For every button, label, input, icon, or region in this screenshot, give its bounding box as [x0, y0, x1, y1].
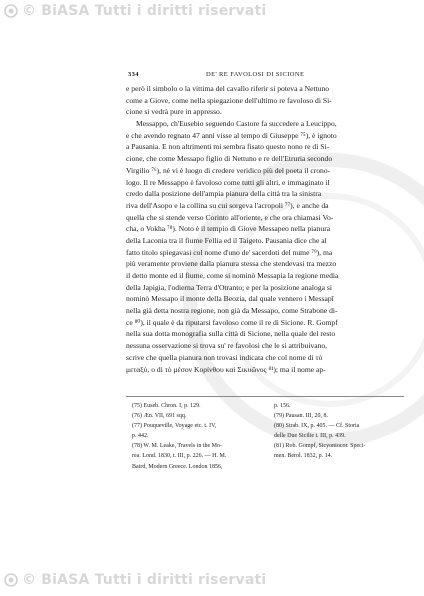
footnote-line: men. Berol. 1832, p. 14. — [274, 453, 333, 460]
page-header — [126, 71, 404, 82]
running-title: DE' RE FAVOLOSI DI SICIONE — [206, 71, 305, 78]
text-line: a Pausania. E non altrimenti mi sembra fisato questo nono re di Si- — [126, 142, 330, 152]
footnote-line: (78) W. M. Leake, Travels in the Mo- — [132, 443, 222, 450]
text-line: quella che si stende verso Corinto all'oriente, e che ora chiamasi Vo- — [126, 212, 334, 222]
footnote-line: (77) Pouqueville, Voyage etc. t. IV, — [132, 423, 217, 430]
text-line: logo. Il re Messappo è favoloso come tutti gli altri, e immaginato il — [126, 177, 330, 187]
text-line: riva dell'Asopo e la collina su cui sorgeva l'acropoli ⁷⁷), e anche da — [126, 200, 329, 210]
watermark-top — [0, 3, 424, 25]
text-line: come a Giove, come nella spiegazione dell'ultimo re favoloso di Si- — [126, 95, 332, 105]
text-line: nessuna osservazione si trova su' re favolosi che le si attribuivano, — [126, 341, 328, 351]
text-line: e però il simbolo o la vittima del cavallo riferir si poteva a Nettuno — [126, 84, 330, 93]
page-number: 334 — [128, 71, 139, 78]
text-line: il detto monte ed il fiume, come si nominò Messapia la regione media — [126, 271, 339, 280]
footnote-line: (76) Æn. VII, 691 sqq. — [132, 413, 187, 420]
text-line: Virgilio ⁷⁶), nè vi è luogo di credere veridico più del poeta il crono- — [126, 165, 331, 175]
text-line: Messappo, ch'Eusebio seguendo Castore fa succedere a Leucippo, — [136, 119, 337, 129]
text-line: ce ⁸⁰), il quale è da riputarsi favoloso come il re di Sicione. R. Gompf — [126, 317, 338, 327]
text-line: nominò Messapo il monte della Beozia, dal quale vennero i Messapî — [126, 294, 334, 304]
footnote-line: delle Due Sicilie t. III, p. 439. — [274, 433, 346, 440]
footnotes — [126, 396, 404, 470]
seal-icon — [4, 573, 18, 587]
footnote-line: (79) Pausan. III, 20, 8. — [274, 413, 328, 420]
text-line: μεταξύ, o di τὸ μέσον Κορίνθου καὶ Σικυῶνος ⁸¹); ma il nome ap- — [126, 364, 326, 374]
text-line: e che avendo regnato 47 anni visse al tempo di Giuseppe ⁷⁵), è ignoto — [126, 130, 337, 140]
body-text — [126, 83, 404, 375]
text-line: scrive che quella pianura non trovasi indicata che col nome di τὸ — [126, 352, 323, 362]
text-line: cione si vedrà pure in appresso. — [126, 107, 222, 117]
text-line: nella sua dotta monografia sulla città di Sicione, nella quale del resto — [126, 329, 336, 339]
page-content — [126, 71, 404, 375]
footnote-line: Baird, Modern Greece. London 1856, — [132, 463, 223, 470]
text-line: fatto titolo spiegavasi col nome d'uno de' sacerdoti del nume ⁷⁹), ma — [126, 247, 333, 257]
watermark-bottom — [0, 572, 424, 594]
text-line: della Laconia tra il fiume Fellia ed il Taigeto. Pausania dice che al — [126, 235, 327, 245]
watermark-text: © BiASA Tutti i diritti riservati — [22, 572, 267, 588]
text-line: cione, che come Messapo figlio di Nettuno e re dell'Etruria secondo — [126, 154, 333, 164]
text-line: più veramente proviene dalla pianura stessa che stendevasi tra mezzo — [126, 259, 337, 269]
footnotes-left-column — [132, 401, 270, 472]
text-line: della Japigia, l'odierna Terra d'Otranto; e per la posizione analoga si — [126, 282, 332, 292]
footnote-line: (80) Strab. IX, p. 405. — Cf. Storia — [274, 423, 360, 430]
footnote-line: (75) Euseb. Chron. I, p. 129. — [132, 403, 201, 409]
footnote-divider — [126, 396, 404, 397]
watermark-text: © BiASA Tutti i diritti riservati — [22, 3, 267, 19]
footnote-line: p. 156. — [274, 403, 291, 409]
text-line: credo dalla posizione dell'ampia pianura della città tra la sinistra — [126, 189, 322, 199]
footnote-line: (81) Rob. Gompf, Sicyoniocor. Speci- — [274, 443, 366, 450]
footnote-line: rea. Lond. 1830, t. III, p. 226. — H. M. — [132, 453, 227, 460]
footnotes-right-column — [274, 401, 412, 462]
text-line: nella già detta nostra regione, non già da Messapo, come Strabone di- — [126, 306, 338, 316]
footnote-line: p. 442. — [132, 433, 149, 440]
seal-icon — [4, 4, 18, 18]
text-line: cha, o Vokha ⁷⁸). Noto è il tempio di Giove Messapeo nella pianura — [126, 224, 331, 234]
